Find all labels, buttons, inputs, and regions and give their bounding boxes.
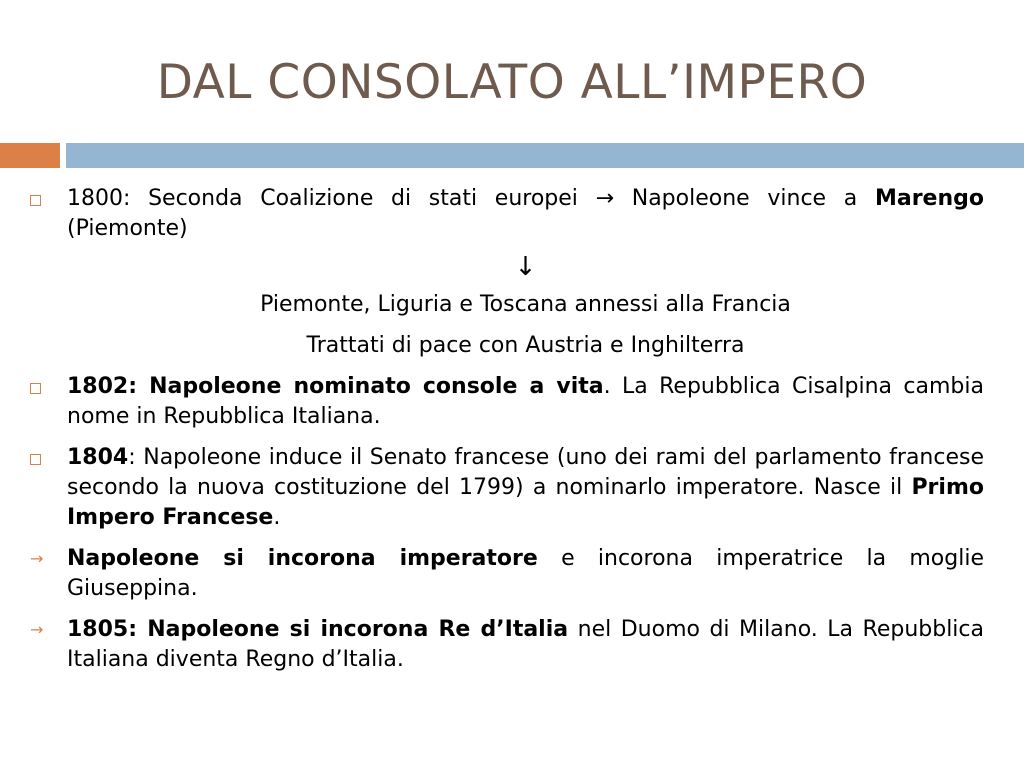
accent-bar-blue [66, 143, 1024, 168]
bold-text: 1805: Napoleone si incorona Re d’Italia [67, 617, 569, 642]
bullet-text: e incorona imperatrice la moglie Giuseppina. [67, 546, 984, 601]
bullet-text: Napoleone vince a [614, 186, 875, 211]
bullet-incoronazione [30, 544, 984, 604]
accent-bar-orange [0, 143, 60, 168]
bullet-1804 [30, 443, 984, 533]
right-arrow-icon: → [595, 186, 615, 211]
square-bullet-icon [30, 443, 60, 477]
bullet-text: . [273, 505, 281, 530]
bullet-1802 [30, 372, 984, 432]
bold-text: 1804 [67, 445, 129, 470]
bullet-1805 [30, 615, 984, 675]
bold-text: Napoleone si incorona imperatore [67, 546, 538, 571]
bold-text: Primo Impero Francese [67, 475, 984, 530]
bullet-1800 [30, 184, 984, 244]
bullet-text: (Piemonte) [67, 216, 188, 241]
bullet-text: . La Repubblica Cisalpina cambia nome in Repubblica Italiana. [67, 374, 984, 429]
slide-title: DAL CONSOLATO ALL’IMPERO [156, 55, 868, 110]
consequence-line-1: Piemonte, Liguria e Toscana annessi alla Francia [260, 292, 791, 317]
bold-text: Marengo [874, 186, 984, 211]
consequence-line-2: Trattati di pace con Austria e Inghilterra [306, 333, 745, 358]
arrow-bullet-icon: → [30, 620, 44, 639]
bullet-text: 1800: Seconda Coalizione di stati europei [67, 186, 596, 211]
square-bullet-icon [30, 184, 60, 218]
arrow-bullet-icon: → [30, 549, 44, 568]
bullet-text: nel Duomo di Milano. La Repubblica Italiana diventa Regno d’Italia. [67, 617, 984, 672]
slide-content [30, 184, 984, 686]
square-bullet-icon [30, 372, 60, 406]
bold-text: 1802: Napoleone nominato console a vita [67, 374, 604, 399]
down-arrow-icon: ↓ [514, 252, 537, 282]
bullet-text: : Napoleone induce il Senato francese (uno dei rami del parlamento francese secondo la nuova costituzione del 1799) a nominarlo imperatore. Nasce il [67, 445, 984, 500]
